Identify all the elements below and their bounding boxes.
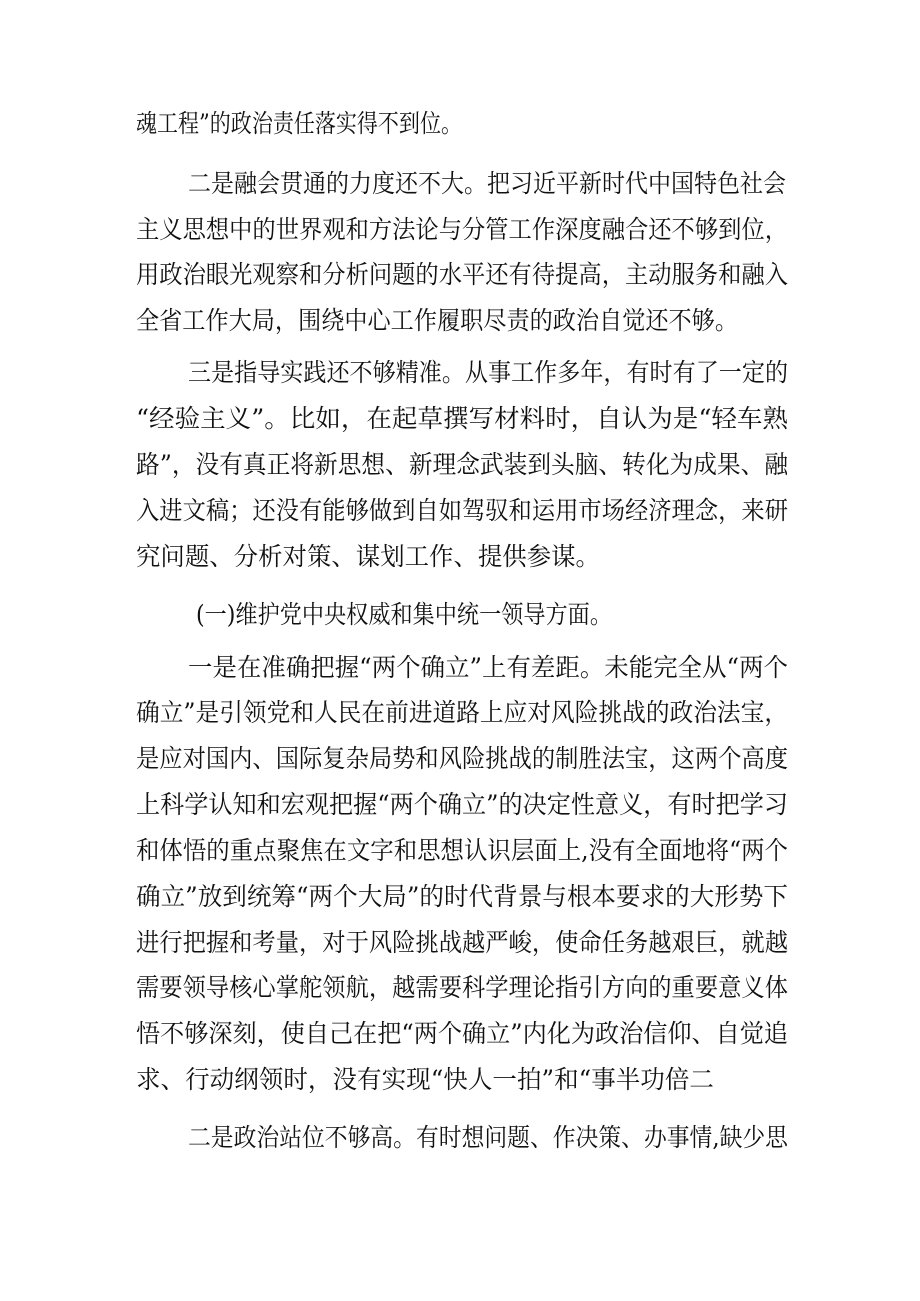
text-line-18-content: 进行把握和考量，对于风险挑战越严峻，使命任务越艰巨，就越 xyxy=(136,928,788,957)
text-line-3 xyxy=(0,210,920,250)
text-line-15-content: 上科学认知和宏观把握“两个确立”的决定性意义，有时把学习 xyxy=(136,790,789,819)
text-line-19 xyxy=(0,968,920,1008)
text-line-5-content: 全省工作大局，围绕中心工作履职尽责的政治自觉还不够。 xyxy=(136,306,738,335)
text-line-4-content: 用政治眼光观察和分析问题的水平还有待提高，主动服务和融入 xyxy=(136,260,788,289)
text-line-20-content: 悟不够深刻，使自己在把“两个确立”内化为政治信仰、自觉追 xyxy=(136,1019,789,1048)
text-line-7 xyxy=(0,399,920,439)
text-line-6-content: 三是指导实践还不够精准。从事工作多年，有时有了一定的 xyxy=(188,358,789,387)
text-line-8-content: 路”，没有真正将新思想、新理念武装到头脑、转化为成果、融 xyxy=(136,450,789,479)
text-line-16-content: 和体悟的重点聚焦在文字和思想认识层面上,没有全面地将“两个 xyxy=(136,836,788,865)
text-line-5 xyxy=(0,301,920,341)
text-line-9-content: 入进文稿；还没有能够做到自如驾驭和运用市场经济理念，来研 xyxy=(136,496,788,525)
text-line-4 xyxy=(0,255,920,295)
text-line-17-content: 确立”放到统筹“两个大局”的时代背景与根本要求的大形势下 xyxy=(136,882,789,911)
text-line-6 xyxy=(0,353,920,393)
text-line-12-content: 一是在准确把握“两个确立”上有差距。未能完全从“两个 xyxy=(188,653,788,682)
text-line-21-content: 求、行动纲领时，没有实现“快人一拍”和“事半功倍二 xyxy=(136,1065,715,1094)
text-line-8 xyxy=(0,445,920,485)
text-line-2 xyxy=(0,164,920,204)
text-line-19-content: 需要领导核心掌舵领航，越需要科学理论指引方向的重要意义体 xyxy=(136,973,788,1002)
text-line-18 xyxy=(0,923,920,963)
text-line-22-content: 二是政治站位不够高。有时想问题、作决策、办事情,缺少思 xyxy=(188,1123,788,1152)
text-line-11 xyxy=(0,595,920,635)
text-line-7-content: “经验主义”。比如，在起草撰写材料时，自认为是“轻车熟 xyxy=(136,404,789,433)
text-line-16 xyxy=(0,831,920,871)
text-line-10-content: 究问题、分析对策、谋划工作、提供参谋。 xyxy=(136,542,600,571)
text-line-22 xyxy=(0,1118,920,1158)
text-line-12 xyxy=(0,648,920,688)
text-line-1-content: 魂工程”的政治责任落实得不到位。 xyxy=(136,109,462,138)
text-line-15 xyxy=(0,785,920,825)
text-line-13 xyxy=(0,693,920,733)
text-line-2-content: 二是融会贯通的力度还不大。把习近平新时代中国特色社会 xyxy=(188,169,787,198)
text-line-1 xyxy=(0,104,920,144)
text-line-10 xyxy=(0,537,920,577)
text-line-17 xyxy=(0,877,920,917)
text-line-14 xyxy=(0,739,920,779)
text-line-14-content: 是应对国内、国际复杂局势和风险挑战的制胜法宝，这两个高度 xyxy=(136,744,788,773)
text-line-20 xyxy=(0,1014,920,1054)
text-line-3-content: 主义思想中的世界观和方法论与分管工作深度融合还不够到位， xyxy=(136,215,788,244)
text-line-13-content: 确立”是引领党和人民在前进道路上应对风险挑战的政治法宝， xyxy=(136,698,789,727)
text-line-11-content: (一)维护党中央权威和集中统一领导方面。 xyxy=(196,600,612,629)
text-line-9 xyxy=(0,491,920,531)
text-line-21 xyxy=(0,1060,920,1100)
